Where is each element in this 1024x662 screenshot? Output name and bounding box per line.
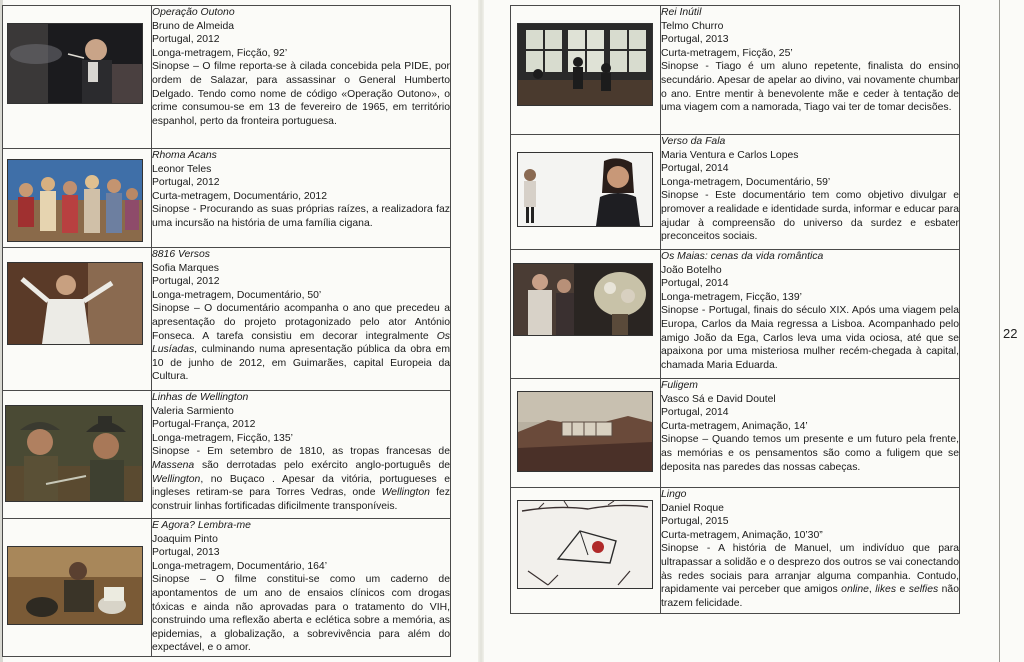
film-director: Maria Ventura e Carlos Lopes: [661, 149, 799, 161]
film-still-image: [7, 262, 143, 345]
film-row: [511, 379, 960, 488]
film-row: [3, 149, 451, 248]
film-synopsis: Sinopse – O filme reporta-se à cilada concebida pela PIDE, por ordem de Salazar, para assassinar o General Humberto Delgado. Tendo como nome de código «Operação Outono», o crime consumou-se em 13 de fevereiro de 1965, em território espanhol, perto da fronteira portuguesa.: [152, 61, 450, 127]
film-country-year: Portugal, 2014: [661, 407, 729, 419]
film-still-cell: [3, 248, 152, 391]
film-director: Sofia Marques: [152, 262, 219, 274]
film-info: [661, 6, 960, 135]
film-title: Operação Outono: [152, 7, 235, 18]
page-number: 22: [1003, 326, 1018, 341]
film-format: Longa-metragem, Documentário, 59’: [661, 176, 831, 188]
film-director: Vasco Sá e David Doutel: [661, 393, 776, 405]
film-country-year: Portugal, 2014: [661, 163, 729, 175]
film-still-cell: [511, 488, 661, 614]
film-director: Telmo Churro: [661, 20, 724, 32]
film-synopsis: Sinopse – O filme constitui-se como um caderno de apontamentos de um ano de ensaios clínicos com drogas tóxicas e ainda não aprovadas para o tratamento do VIH, construindo uma reflexão aberta e eclética sobre a memória, as epidemias, a globalização, a sobrevivência para além do expectável, e o amor.: [152, 574, 450, 654]
film-title: Rhoma Acans: [152, 150, 217, 161]
film-still-image: [517, 23, 653, 106]
film-synopsis: Sinopse - Este documentário tem como objetivo divulgar e promover a realidade e identidade surda, informar e educar para ajudar à compreensão do universo da surdez e esbater preconceitos sociais.: [661, 190, 959, 243]
film-info: [661, 379, 960, 488]
film-format: Curta-metragem, Ficção, 25’: [661, 47, 793, 59]
film-title: 8816 Versos: [152, 249, 210, 260]
film-title: Os Maias: cenas da vida romântica: [661, 251, 824, 262]
film-still-image: [517, 152, 653, 227]
film-table-right: [510, 5, 960, 614]
film-info: [661, 488, 960, 614]
film-title: E Agora? Lembra-me: [152, 520, 251, 531]
film-still-image: [517, 500, 653, 589]
film-synopsis: Sinopse - Tiago é um aluno repetente, finalista do ensino secundário. Apesar de apelar ao divino, vai novamente chumbar o ano. Entre mentir à benevolente mãe e ceder à tentação de uma viagem com a namorada, Tiago vai ter de tomar decisões.: [661, 61, 959, 114]
film-format: Longa-metragem, Ficção, 92’: [152, 47, 288, 59]
film-title: Lingo: [661, 489, 687, 500]
film-country-year: Portugal, 2014: [661, 278, 729, 290]
film-format: Longa-metragem, Documentário, 164’: [152, 560, 328, 572]
film-synopsis: Sinopse - A história de Manuel, um indivíduo que para ultrapassar a solidão e o desprezo dos outros se vai conectando às redes sociais para arranjar alguma companhia. Contudo, rapidamente vai perceber que amigos online, likes e selfies não trazem felicidade.: [661, 543, 959, 609]
film-still-cell: [511, 379, 661, 488]
film-row: [3, 6, 451, 149]
film-director: Valeria Sarmiento: [152, 405, 234, 417]
film-title: Linhas de Wellington: [152, 392, 249, 403]
film-still-image: [7, 546, 143, 625]
film-country-year: Portugal, 2012: [152, 177, 220, 189]
film-info: [152, 391, 451, 519]
film-format: Longa-metragem, Documentário, 50’: [152, 289, 322, 301]
film-info: [152, 149, 451, 248]
film-director: Leonor Teles: [152, 163, 212, 175]
film-director: Daniel Roque: [661, 502, 724, 514]
film-synopsis: Sinopse – O documentário acompanha o ano que precedeu a apresentação do projeto protagonizado pelo ator António Fonseca. A tarefa consistiu em decorar integralmente Os Lusíadas, culminando numa apresentação pública da obra em 10 de junho de 2012, em Guimarães, capital Europeia da Cultura.: [152, 303, 450, 383]
film-still-cell: [511, 135, 661, 250]
film-row: [3, 519, 451, 657]
film-country-year: Portugal, 2012: [152, 34, 220, 46]
film-country-year: Portugal, 2015: [661, 516, 729, 528]
film-synopsis: Sinopse – Quando temos um presente e um futuro pela frente, as memórias e os pensamentos são como a fuligem que se deposita nas paredes das nossas cabeças.: [661, 434, 959, 473]
film-synopsis: Sinopse - Em setembro de 1810, as tropas francesas de Massena são derrotadas pelo exército anglo-português de Wellington, no Buçaco . Apesar da vitória, portugueses e ingleses retiram-se para Torres Vedras, onde Wellington fez construir linhas fortificadas dificilmente transponíveis.: [152, 446, 450, 512]
film-still-cell: [3, 149, 152, 248]
film-format: Curta-metragem, Animação, 10’30”: [661, 529, 823, 541]
film-still-cell: [3, 519, 152, 657]
film-info: [152, 248, 451, 391]
film-director: Bruno de Almeida: [152, 20, 235, 32]
film-still-image: [7, 23, 143, 104]
margin-rule: [999, 0, 1000, 662]
film-row: [511, 488, 960, 614]
film-info: [661, 135, 960, 250]
film-format: Curta-metragem, Documentário, 2012: [152, 190, 327, 202]
film-still-image: [517, 391, 653, 472]
film-format: Longa-metragem, Ficção, 135’: [152, 432, 293, 444]
film-country-year: Portugal, 2013: [152, 547, 220, 559]
film-synopsis: Sinopse - Portugal, finais do século XIX. Após uma viagem pela Europa, Carlos da Maia regressa a Lisboa. Acompanhado pelo amigo João da Ega, Carlos leva uma vida ociosa, até que se apaixona por uma misteriosa mulher recém-chegada à capital, chamada Maria Eduarda.: [661, 305, 959, 371]
film-country-year: Portugal, 2013: [661, 34, 729, 46]
film-title: Rei Inútil: [661, 7, 702, 18]
film-still-cell: [511, 250, 661, 379]
film-row: [511, 250, 960, 379]
film-row: [3, 248, 451, 391]
film-title: Verso da Fala: [661, 136, 726, 147]
film-director: João Botelho: [661, 264, 722, 276]
film-format: Curta-metragem, Animação, 14’: [661, 420, 808, 432]
film-still-cell: [3, 6, 152, 149]
film-still-cell: [3, 391, 152, 519]
film-director: Joaquim Pinto: [152, 533, 218, 545]
film-row: [3, 391, 451, 519]
film-still-cell: [511, 6, 661, 135]
film-synopsis: Sinopse - Procurando as suas próprias raízes, a realizadora faz uma incursão na história de uma família cigana.: [152, 204, 450, 229]
film-still-image: [5, 405, 143, 502]
film-row: [511, 135, 960, 250]
film-info: [661, 250, 960, 379]
film-still-image: [513, 263, 653, 336]
film-format: Longa-metragem, Ficção, 139’: [661, 291, 802, 303]
film-row: [511, 6, 960, 135]
film-country-year: Portugal-França, 2012: [152, 419, 256, 431]
film-still-image: [7, 159, 143, 242]
film-info: [152, 6, 451, 149]
book-gutter: [478, 0, 484, 662]
film-title: Fuligem: [661, 380, 698, 391]
film-country-year: Portugal, 2012: [152, 276, 220, 288]
film-info: [152, 519, 451, 657]
film-table-left: [2, 5, 451, 657]
